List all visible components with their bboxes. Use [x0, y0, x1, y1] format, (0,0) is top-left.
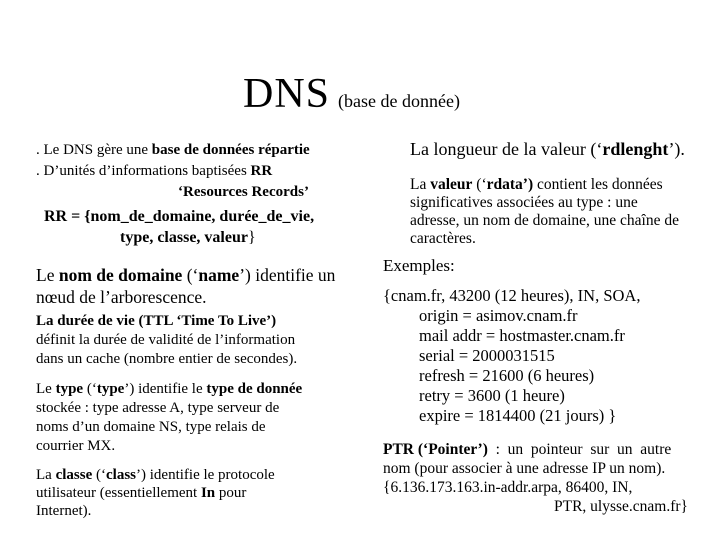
intro-bold: base de données répartie: [151, 142, 310, 158]
rr-text: type, classe, valeur: [120, 229, 248, 246]
intro-line-3: [36, 182, 371, 203]
ptr-line-2: nom (pour associer à une adresse IP un nom).: [383, 460, 666, 477]
text-bold: name: [198, 265, 240, 285]
text-bold: class: [106, 467, 136, 483]
text: ’) identifie un: [239, 265, 336, 285]
rr-text: }: [247, 229, 256, 246]
type-line-3: noms d’un domaine NS, type relais de: [36, 419, 266, 435]
ttl-description: [36, 312, 297, 369]
soa-line-6: retry = 3600 (1 heure): [419, 386, 565, 405]
rr-definition: [44, 206, 314, 248]
rdata-line-4: caractères.: [410, 230, 476, 247]
title-subtitle: (base de donnée): [338, 91, 460, 111]
text-bold: rdlenght: [602, 139, 669, 159]
soa-line-2: origin = asimov.cnam.fr: [419, 306, 578, 325]
soa-line-3: mail addr = hostmaster.cnam.fr: [419, 326, 625, 345]
text-bold: rdata’): [486, 176, 534, 193]
type-line-4: courrier MX.: [36, 438, 116, 454]
soa-line-7: expire = 1814400 (21 jours) }: [419, 406, 617, 425]
ttl-line-1: La durée de vie (TTL ‘Time To Live’): [36, 313, 277, 329]
rdata-line-3: adresse, un nom de domaine, une chaîne de: [410, 212, 680, 229]
rdata-line-2: significatives associées au type : une: [410, 194, 638, 211]
examples-heading: Exemples:: [383, 256, 455, 275]
text-bold: type de donnée: [206, 381, 303, 397]
rdata-line-1: [410, 176, 679, 194]
text-bold: type: [55, 381, 84, 397]
intro-line-2: [36, 161, 371, 182]
rdlength-line: [410, 137, 685, 161]
ptr-line-1: [383, 440, 688, 459]
text: ’).: [668, 139, 685, 159]
text: contient les données: [533, 176, 663, 193]
intro-text: . D’unités d’informations baptisées: [36, 163, 251, 179]
text: ’) identifie le: [124, 381, 207, 397]
intro-text: . Le DNS gère une: [36, 142, 152, 158]
text: Le: [36, 265, 59, 285]
rr-text: nom_de_domaine, durée_de_vie,: [90, 208, 315, 225]
rr-text: RR = {: [44, 208, 91, 225]
intro-bold: ‘Resources Records’: [178, 184, 309, 200]
text: La longueur de la valeur (‘: [410, 139, 603, 159]
text: (‘: [182, 265, 199, 285]
name-description: [36, 264, 335, 308]
title-main: DNS: [243, 71, 331, 117]
text-bold: type: [96, 381, 125, 397]
ptr-example: [383, 440, 688, 516]
text-bold: classe: [55, 467, 93, 483]
text-bold: valeur: [430, 176, 473, 193]
ttl-line-3: dans un cache (nombre entier de secondes).: [36, 351, 298, 367]
dns-intro: [36, 140, 371, 203]
soa-line-4: serial = 2000031515: [419, 346, 555, 365]
text: : un pointeur sur un autre: [487, 441, 672, 458]
rr-line-1: [44, 206, 314, 227]
soa-example: [383, 286, 640, 426]
ptr-line-4: PTR, ulysse.cnam.fr}: [553, 498, 688, 515]
rdlength-description: [410, 137, 685, 161]
class-line-1: [36, 466, 275, 484]
type-description: [36, 380, 302, 456]
text: pour: [215, 485, 247, 501]
soa-line-5: refresh = 21600 (6 heures): [419, 366, 595, 385]
class-line-2: [36, 484, 275, 502]
type-line-1: [36, 380, 302, 399]
class-description: [36, 466, 275, 520]
text: ’) identifie le protocole: [136, 467, 275, 483]
intro-bold: RR: [250, 163, 273, 179]
soa-line-1: {cnam.fr, 43200 (12 heures), IN, SOA,: [383, 286, 641, 305]
rdata-description: [410, 176, 679, 248]
text: utilisateur (essentiellement: [36, 485, 201, 501]
ttl-line-2: définit la durée de validité de l’information: [36, 332, 296, 348]
ptr-line-3: {6.136.173.163.in-addr.arpa, 86400, IN,: [383, 479, 633, 496]
text: La: [410, 176, 431, 193]
name-line-1: [36, 264, 335, 286]
page-title: [243, 70, 460, 118]
class-line-3: Internet).: [36, 503, 92, 519]
text: (‘: [472, 176, 487, 193]
text-bold: nom de domaine: [58, 265, 183, 285]
text: (‘: [92, 467, 106, 483]
text: (‘: [83, 381, 97, 397]
name-line-2: nœud de l’arborescence.: [36, 287, 207, 307]
text-bold: PTR (‘Pointer’): [383, 441, 488, 458]
text-bold: In: [200, 485, 216, 501]
intro-line-1: [36, 140, 371, 161]
text: La: [36, 467, 56, 483]
type-line-2: stockée : type adresse A, type serveur de: [36, 400, 280, 416]
rr-line-2: [44, 227, 314, 248]
text: Le: [36, 381, 56, 397]
